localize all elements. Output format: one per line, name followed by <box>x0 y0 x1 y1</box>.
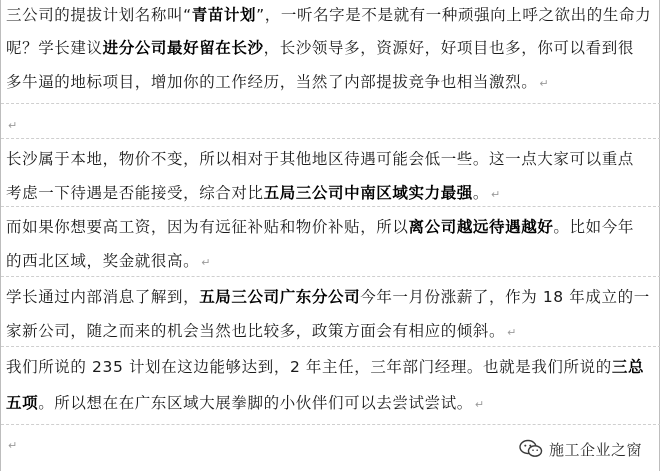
paragraph-1-line-1 <box>6 4 656 26</box>
text-run: ”，一听名字是不是就有一种顽强向上呼之欲出的生命力 <box>256 6 652 24</box>
bold-text: 五局三公司中南区域实力最强 <box>263 184 473 202</box>
text-run: 呢？学长建议 <box>6 39 103 57</box>
text-run: 的西北区域，奖金就很高。 <box>6 252 200 270</box>
paragraph-2-line-1 <box>6 113 656 137</box>
text-run: 长沙属于本地，物价不变，所以相对于其他地区待遇可能会低一些。这一点大家可以重点 <box>6 150 634 168</box>
bold-text: 五局三公司广东分公司 <box>199 288 361 306</box>
paragraph-divider <box>1 206 660 207</box>
text-run: 家新公司，随之而来的机会当然也比较多，政策方面会有相应的倾斜。 <box>6 322 506 340</box>
paragraph-mark-icon: ↵ <box>8 119 18 132</box>
bold-text: 五项 <box>6 394 39 412</box>
paragraph-1-line-2 <box>6 37 656 59</box>
text-run: 。所以想在在广东区域大展拳脚的小伙伴们可以去尝试尝试。 <box>38 394 473 412</box>
paragraph-6-line-1 <box>6 356 656 378</box>
paragraph-divider <box>1 276 660 277</box>
paragraph-divider <box>1 103 660 104</box>
paragraph-6-line-2 <box>6 392 656 416</box>
paragraph-4-line-2 <box>6 250 656 274</box>
paragraph-3-line-2 <box>6 182 656 206</box>
text-run: 学长通过内部消息了解到， <box>6 288 200 306</box>
paragraph-1-line-3 <box>6 71 656 95</box>
paragraph-mark-icon: ↵ <box>539 77 549 90</box>
paragraph-divider <box>1 346 660 347</box>
paragraph-divider <box>1 138 660 139</box>
paragraph-mark-icon: ↵ <box>474 398 485 411</box>
paragraph-mark-icon: ↵ <box>201 256 211 269</box>
watermark <box>519 437 642 461</box>
text-run: 今年一月份涨薪了，作为 18 年成立的一 <box>360 288 650 306</box>
text-run: 。 <box>472 184 490 202</box>
paragraph-mark-icon: ↵ <box>8 439 18 452</box>
paragraph-divider <box>1 424 660 425</box>
text-run: 。比如今年 <box>553 218 634 236</box>
text-run: 而如果你想要高工资，因为有远征补贴和物价补贴，所以 <box>6 218 409 236</box>
text-run: ，长沙领导多，资源好，好项目也多，你可以看到很 <box>263 39 634 57</box>
paragraph-3-line-1 <box>6 148 656 170</box>
bold-text: 三总 <box>611 358 645 376</box>
watermark-text: 施工企业之窗 <box>548 440 642 459</box>
text-run: 我们所说的 235 计划在这边能够达到，2 年主任，三年部门经理。也就是我们所说的 <box>6 358 612 376</box>
paragraph-5-line-1 <box>6 286 656 308</box>
paragraph-4-line-1 <box>6 216 656 238</box>
text-run: 考虑一下待遇是否能接受，综合对比 <box>6 184 264 202</box>
paragraph-mark-icon: ↵ <box>491 188 501 201</box>
text-run: 多牛逼的地标项目，增加你的工作经历，当然了内部提拔竞争也相当激烈。 <box>6 73 538 91</box>
bold-text: 离公司越远待遇越好 <box>408 218 554 236</box>
wechat-icon <box>519 439 543 459</box>
bold-text: 青苗计划 <box>191 6 257 24</box>
paragraph-mark-icon: ↵ <box>507 326 517 339</box>
paragraph-5-line-2 <box>6 320 656 344</box>
text-run: 三公司的提拔计划名称叫“ <box>6 6 192 24</box>
bold-text: 进分公司最好留在长沙 <box>102 39 264 57</box>
